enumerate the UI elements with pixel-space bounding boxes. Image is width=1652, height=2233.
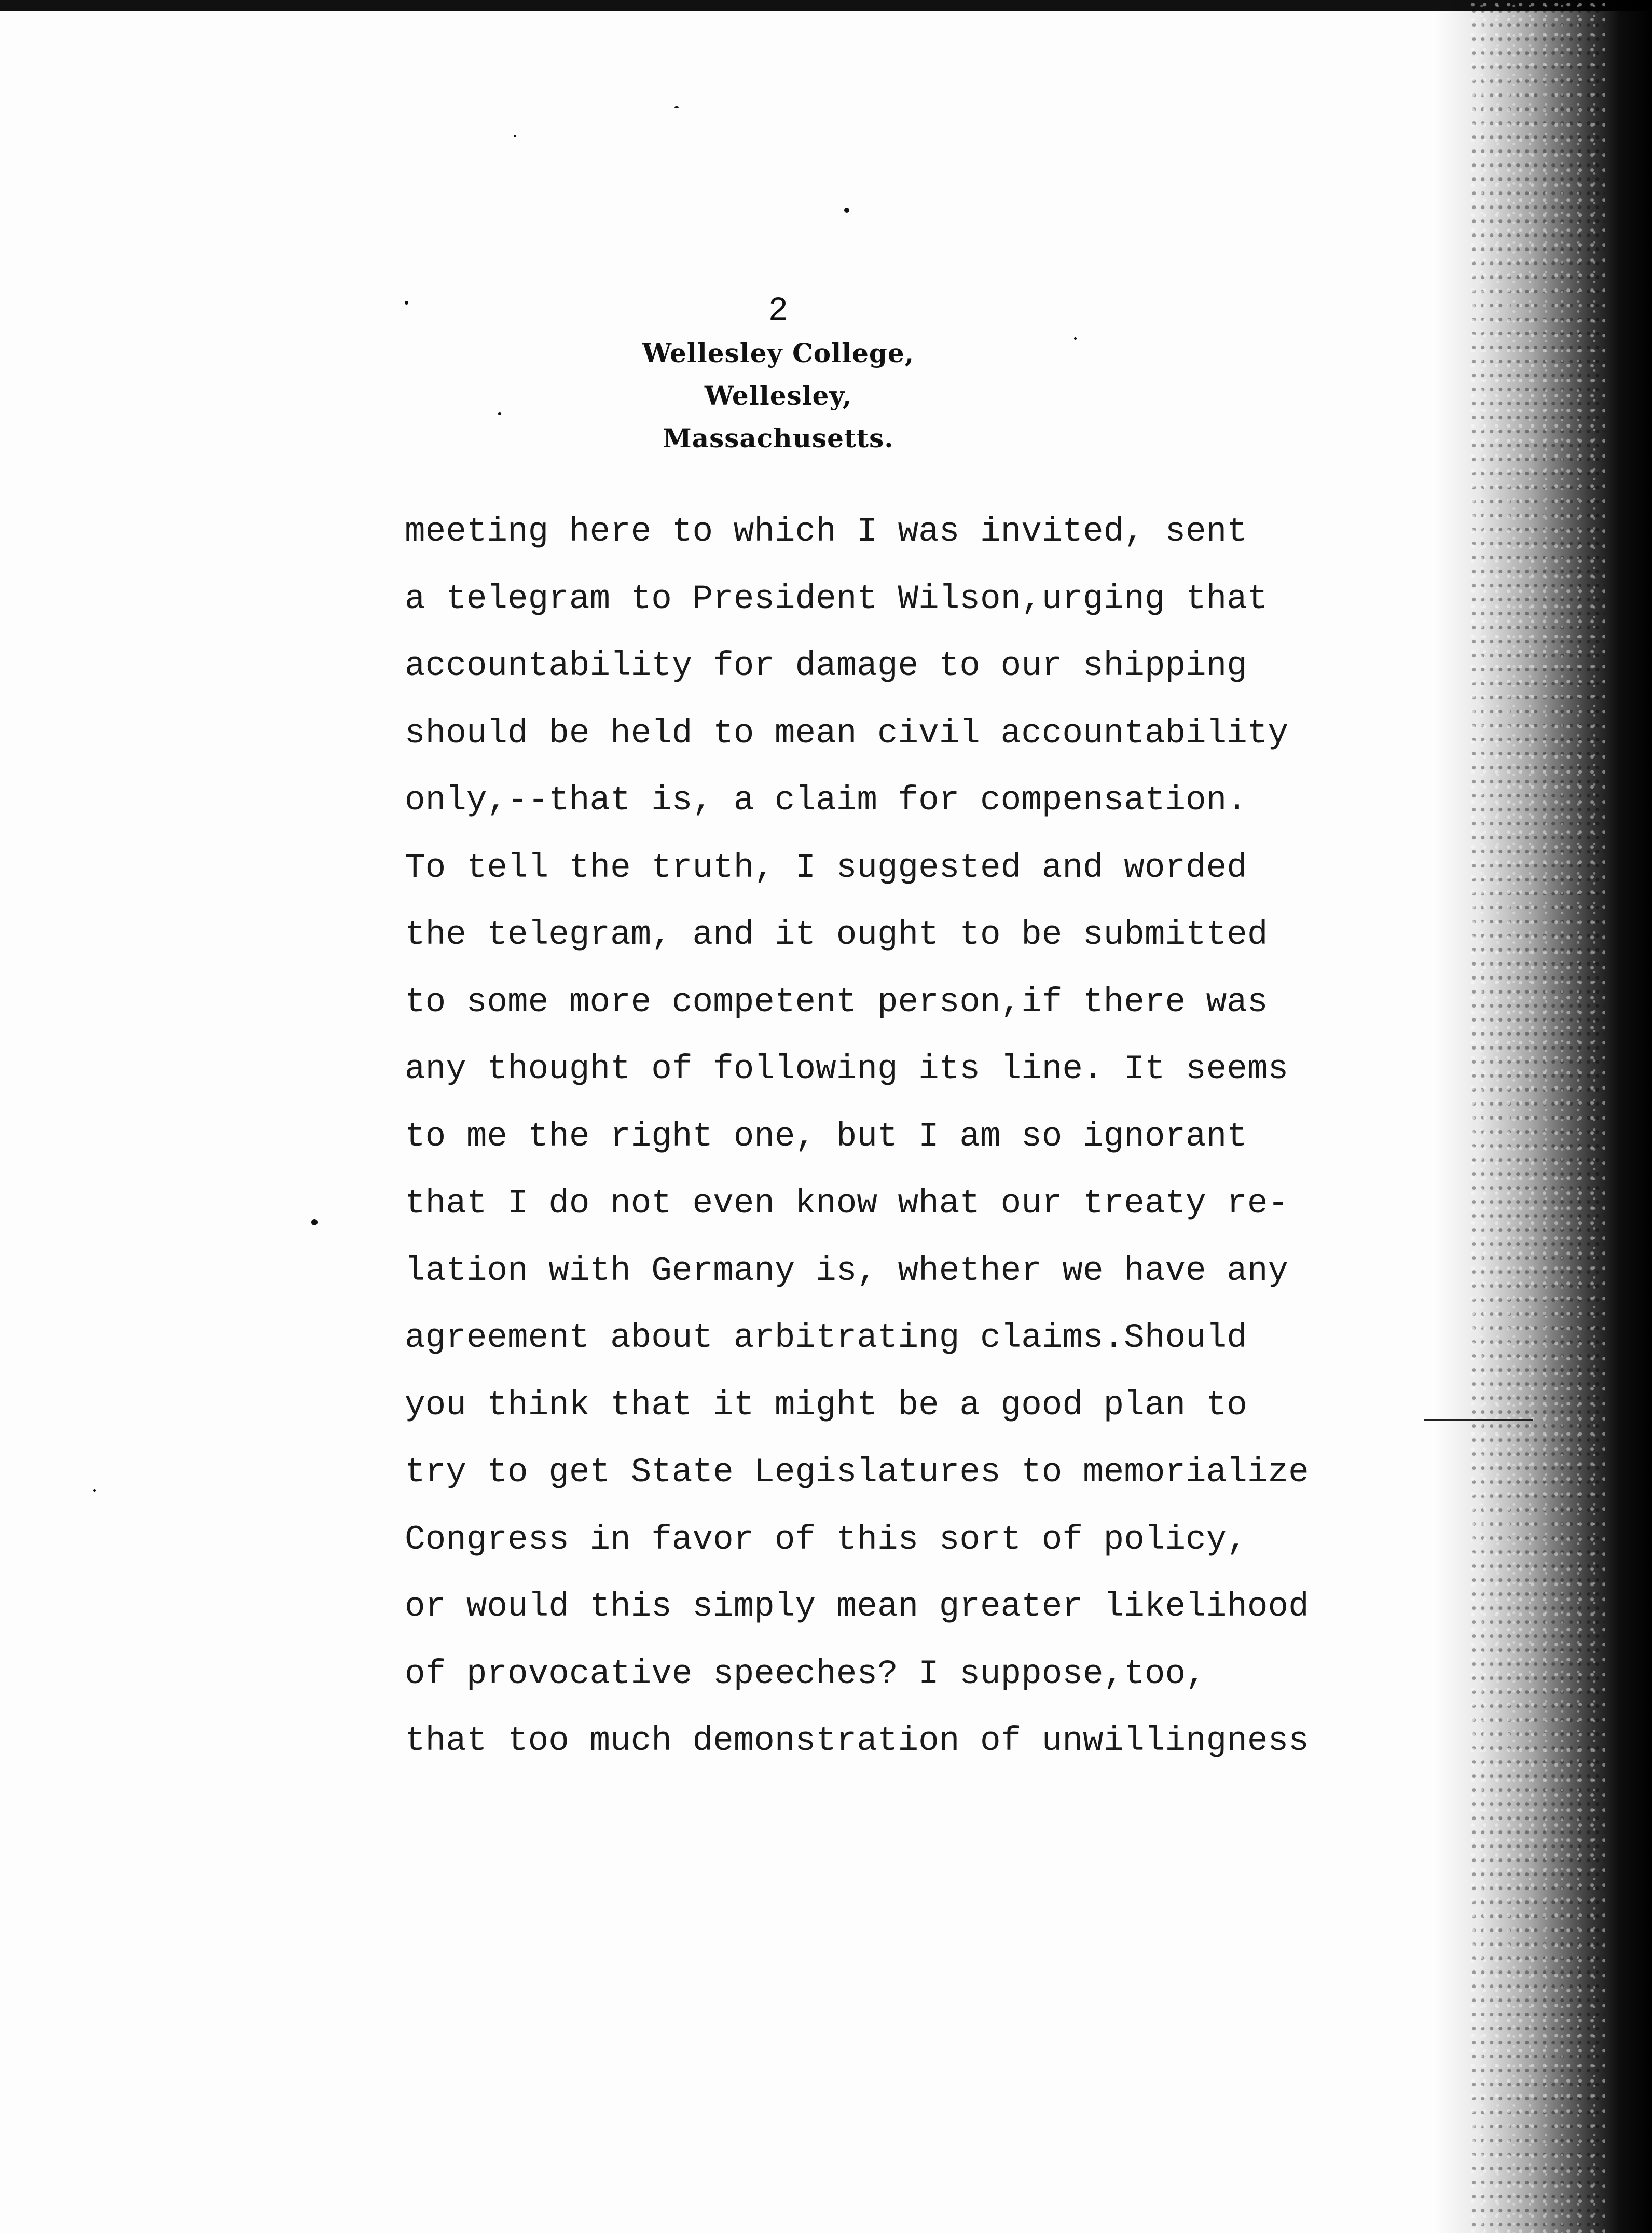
letter-line: lation with Germany is, whether we have any xyxy=(405,1251,1289,1290)
letterhead-college-name: Wellesley College, xyxy=(642,338,915,368)
scan-edge-speckle xyxy=(1470,0,1605,2233)
scan-speck xyxy=(93,1489,96,1492)
scan-speck xyxy=(311,1219,318,1225)
scan-artifact-line xyxy=(1424,1419,1533,1421)
letter-line: any thought of following its line. It seems xyxy=(405,1050,1289,1088)
letter-line: you think that it might be a good plan to xyxy=(405,1385,1247,1425)
letter-line: agreement about arbitrating claims.Should xyxy=(405,1318,1247,1357)
page-number: 2 xyxy=(768,293,789,330)
scan-speck xyxy=(674,106,679,108)
scan-top-border xyxy=(0,0,1652,11)
letter-line: of provocative speeches? I suppose,too, xyxy=(405,1654,1206,1693)
letterhead-college-place: Wellesley, Massachusetts. xyxy=(663,380,894,453)
letter-line: accountability for damage to our shipping xyxy=(405,646,1247,685)
letter-line: try to get State Legislatures to memorialize xyxy=(405,1453,1309,1492)
letter-line: that too much demonstration of unwillingness xyxy=(405,1721,1309,1760)
letter-line: To tell the truth, I suggested and worded xyxy=(405,848,1247,887)
letter-line: to me the right one, but I am so ignorant xyxy=(405,1117,1247,1156)
scan-speck xyxy=(405,301,408,305)
letter-line: that I do not even know what our treaty re- xyxy=(405,1184,1289,1223)
letter-line: a telegram to President Wilson,urging that xyxy=(405,579,1268,618)
letter-line: only,--that is, a claim for compensation. xyxy=(405,781,1247,820)
letterhead xyxy=(597,291,960,460)
letter-line: meeting here to which I was invited, sent xyxy=(405,512,1247,551)
letter-line: or would this simply mean greater likelihood xyxy=(405,1587,1309,1626)
letter-line: to some more competent person,if there was xyxy=(405,982,1268,1022)
scan-speck xyxy=(498,412,501,415)
letter-line: Congress in favor of this sort of policy, xyxy=(405,1520,1247,1559)
letter-body xyxy=(405,498,1309,1775)
scan-speck xyxy=(844,208,849,213)
scan-speck xyxy=(514,135,516,137)
letter-line: the telegram, and it ought to be submitted xyxy=(405,915,1268,954)
letter-line: should be held to mean civil accountability xyxy=(405,713,1289,753)
scan-speck xyxy=(1074,337,1077,340)
